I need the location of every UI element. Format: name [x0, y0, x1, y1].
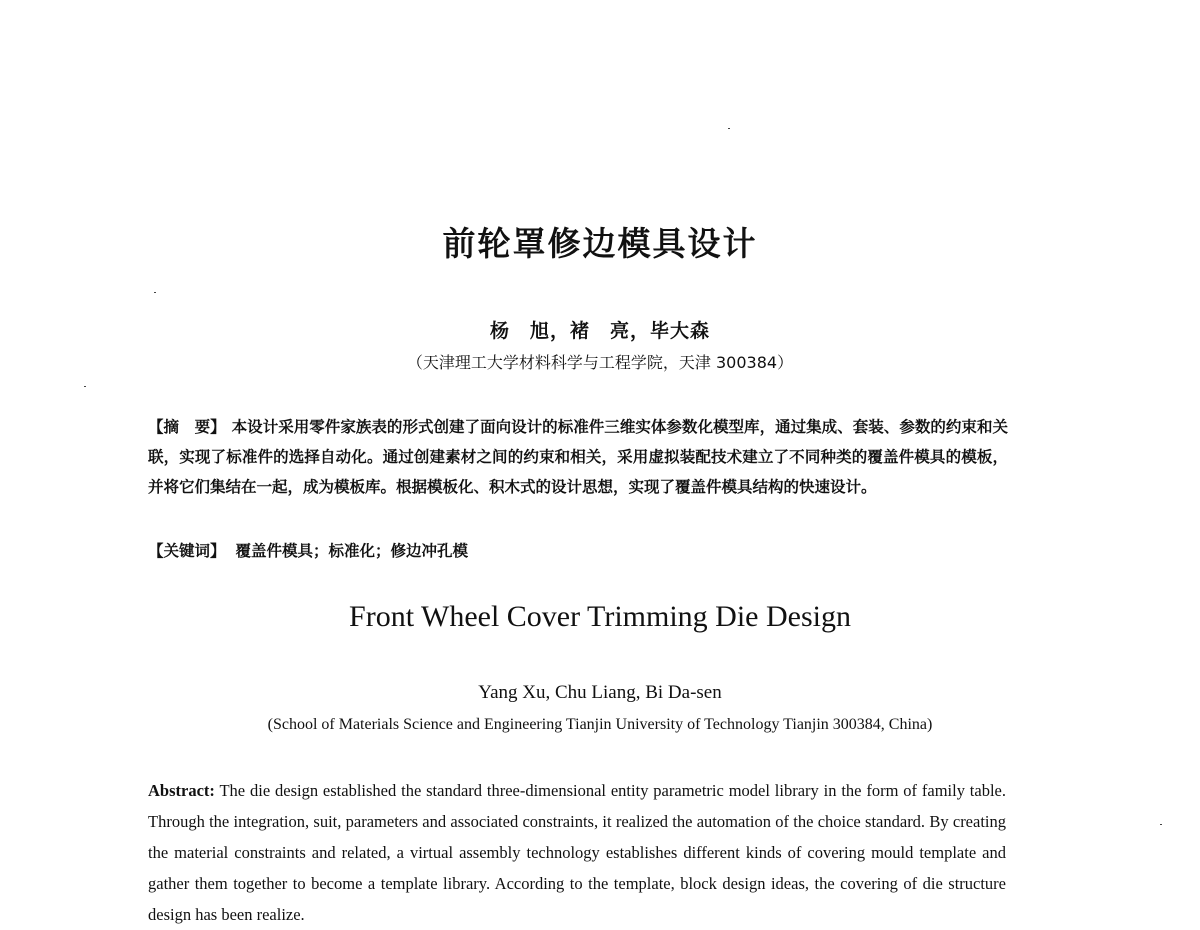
authors-en: Yang Xu, Chu Liang, Bi Da-sen — [478, 682, 722, 703]
keywords-cn — [148, 536, 1008, 566]
abstract-cn-label: 【摘 要】 — [148, 418, 226, 436]
scan-speck — [1160, 824, 1162, 825]
abstract-cn-text: 本设计采用零件家族表的形式创建了面向设计的标准件三维实体参数化模型库，通过集成、套装、参数的约束和关联，实现了标准件的选择自动化。通过创建素材之间的约束和相关，采用虚拟装配技术建立了不同种类的覆盖件模具的模板，并将它们集结在一起，成为模板库。根据模板化、积木式的设计思想，实现了覆盖件模具结构的快速设计。 — [148, 417, 1008, 496]
affiliation-cn: （天津理工大学材料科学与工程学院，天津 300384） — [406, 353, 794, 372]
scan-speck — [84, 386, 86, 387]
abstract-en-text: The die design established the standard three-dimensional entity parametric model library in the form of family table. Through the integration, suit, parameters and associated constraints, it realized the automation of the choice standard. By creating the material constraints and related, a virtual assembly technology establishes different kinds of covering mould template and gather them together to become a template library. According to the template, block design ideas, the covering of die structure design has been realize. — [148, 781, 1006, 924]
authors-cn: 杨 旭，褚 亮，毕大森 — [489, 320, 710, 342]
keywords-cn-label: 【关键词】 — [148, 542, 226, 560]
abstract-cn — [148, 412, 1008, 502]
abstract-en-label: Abstract: — [148, 781, 215, 800]
abstract-en — [148, 775, 1006, 930]
keywords-cn-text: 覆盖件模具；标准化；修边冲孔模 — [235, 541, 469, 560]
paper-title-en: Front Wheel Cover Trimming Die Design — [349, 600, 851, 633]
paper-title-cn: 前轮罩修边模具设计 — [442, 224, 758, 263]
scan-speck — [728, 128, 730, 129]
scan-speck — [154, 292, 156, 293]
affiliation-en: (School of Materials Science and Engineering Tianjin University of Technology Tianjin 300384, China) — [267, 716, 933, 733]
